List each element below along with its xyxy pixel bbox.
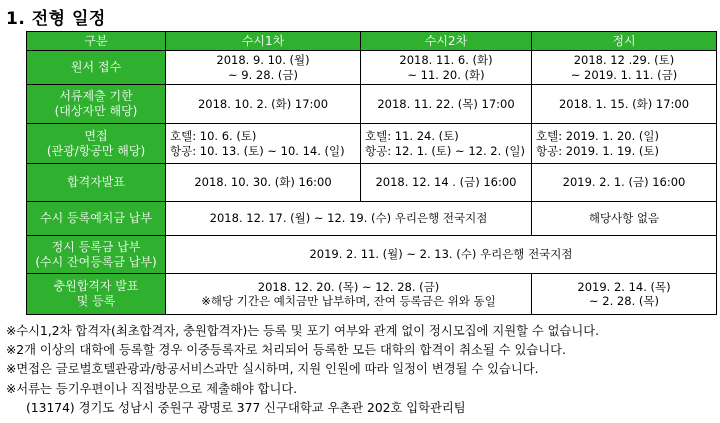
cell-deposit-regular: 해당사항 없음 (532, 202, 717, 236)
cell-apply-regular: 2018. 12 .29. (토) ~ 2019. 1. 11. (금) (532, 51, 717, 85)
header-early-1: 수시1차 (166, 32, 361, 51)
cell-apply-early1: 2018. 9. 10. (월) ~ 9. 28. (금) (166, 51, 361, 85)
label-application: 원서 접수 (27, 51, 166, 85)
row-additional (27, 274, 717, 315)
label-interview: 면접 (관광/항공만 해당) (27, 124, 166, 164)
row-interview (27, 124, 717, 164)
label-result: 합격자발표 (27, 164, 166, 202)
header-early-2: 수시2차 (361, 32, 532, 51)
cell-apply-early2: 2018. 11. 6. (화) ~ 11. 20. (화) (361, 51, 532, 85)
row-regular-payment (27, 236, 717, 274)
table-header-row (27, 32, 717, 51)
notes (6, 322, 718, 418)
cell-interview-early2: 호텔: 11. 24. (토) 항공: 12. 1. (토) ~ 12. 2. (일) (361, 124, 532, 164)
cell-docs-regular: 2018. 1. 15. (화) 17:00 (532, 85, 717, 124)
address: (13174) 경기도 성남시 중원구 광명로 377 신구대학교 우촌관 202호 입학관리팀 (26, 400, 466, 415)
row-deposit (27, 202, 717, 236)
note-line: ※2개 이상의 대학에 등록할 경우 이중등록자로 처리되어 등록한 모든 대학의 합격이 취소될 수 있습니다. (6, 343, 566, 358)
cell-docs-early1: 2018. 10. 2. (화) 17:00 (166, 85, 361, 124)
label-deposit: 수시 등록예치금 납부 (27, 202, 166, 236)
note-line: ※면접은 글로벌호텔관광과/항공서비스과만 실시하며, 지원 인원에 따라 일정이 변경될 수 있습니다. (6, 362, 539, 377)
label-documents: 서류제출 기한 (대상자만 해당) (27, 85, 166, 124)
label-additional: 충원합격자 발표 및 등록 (27, 274, 166, 315)
cell-interview-regular: 호텔: 2019. 1. 20. (일) 항공: 2019. 1. 19. (토) (532, 124, 717, 164)
header-regular: 정시 (532, 32, 717, 51)
row-documents (27, 85, 717, 124)
cell-regular-payment: 2019. 2. 11. (월) ~ 2. 13. (수) 우리은행 전국지점 (166, 236, 717, 274)
cell-docs-early2: 2018. 11. 22. (목) 17:00 (361, 85, 532, 124)
cell-result-early2: 2018. 12. 14 . (금) 16:00 (361, 164, 532, 202)
cell-result-regular: 2019. 2. 1. (금) 16:00 (532, 164, 717, 202)
label-regular-payment: 정시 등록금 납부 (수시 잔여등록금 납부) (27, 236, 166, 274)
cell-result-early1: 2018. 10. 30. (화) 16:00 (166, 164, 361, 202)
cell-additional-early: 2018. 12. 20. (목) ~ 12. 28. (금) ※해당 기간은 예치금만 납부하며, 잔여 등록금은 위와 동일 (166, 274, 532, 315)
row-result (27, 164, 717, 202)
section-title: 1. 전형 일정 (6, 9, 106, 29)
cell-interview-early1: 호텔: 10. 6. (토) 항공: 10. 13. (토) ~ 10. 14. (일) (166, 124, 361, 164)
schedule-table (26, 31, 717, 315)
header-category: 구분 (27, 32, 166, 51)
note-line: ※수시1,2차 합격자(최초합격자, 충원합격자)는 등록 및 포기 여부와 관계 없이 정시모집에 지원할 수 없습니다. (6, 324, 600, 338)
cell-additional-regular: 2019. 2. 14. (목) ~ 2. 28. (목) (532, 274, 717, 315)
cell-deposit-early: 2018. 12. 17. (월) ~ 12. 19. (수) 우리은행 전국지점 (166, 202, 532, 236)
note-line: ※서류는 등기우편이나 직접방문으로 제출해야 합니다. (6, 381, 298, 396)
row-application (27, 51, 717, 85)
